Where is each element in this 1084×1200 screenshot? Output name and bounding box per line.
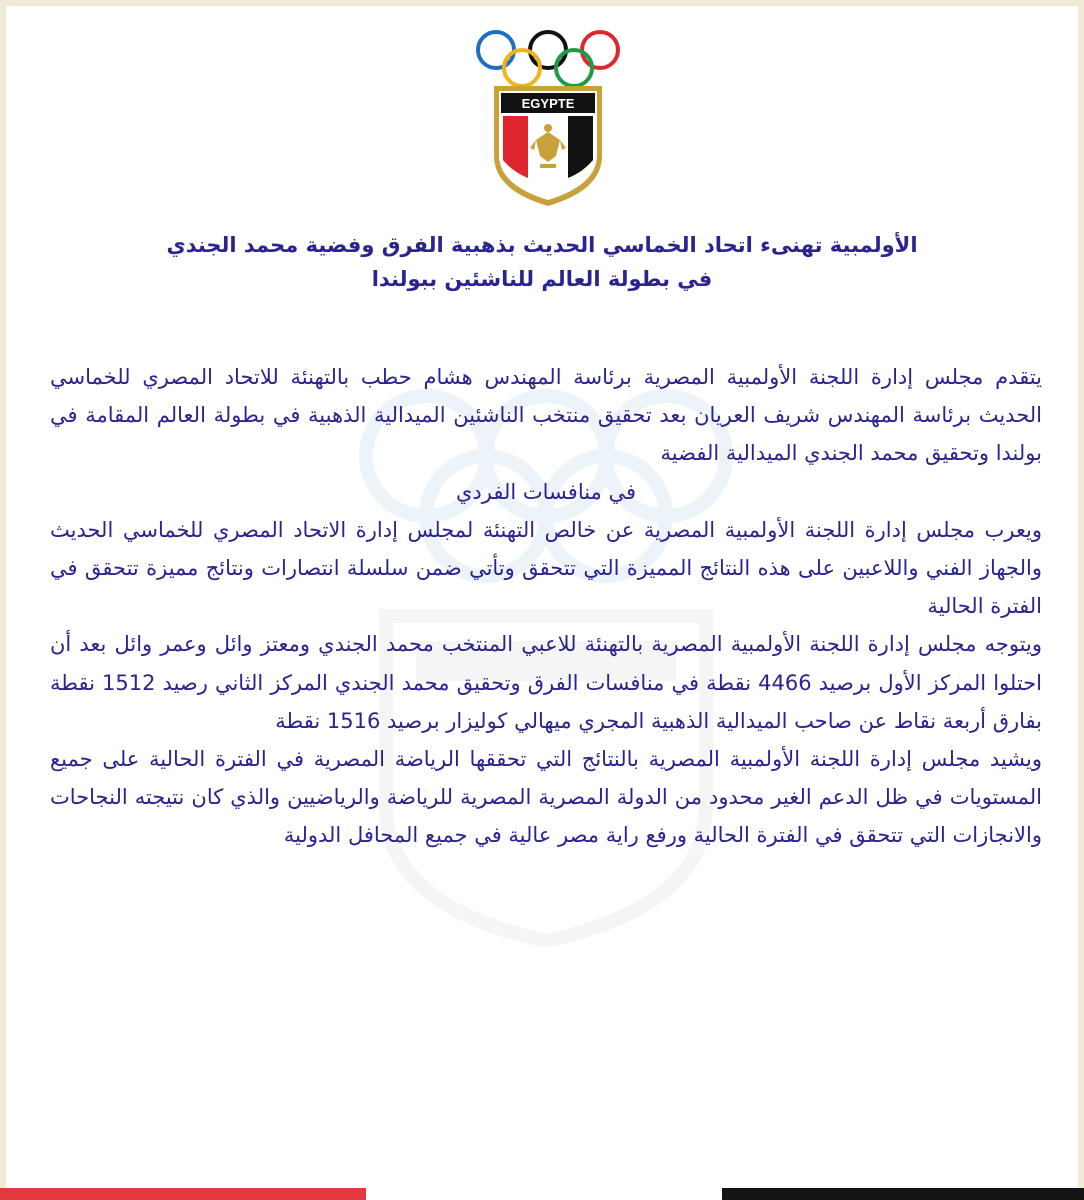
title-line-2: في بطولة العالم للناشئين ببولندا <box>371 267 713 291</box>
paragraph-1: يتقدم مجلس إدارة اللجنة الأولمبية المصرية برئاسة المهندس هشام حطب بالتهنئة للاتحاد المصري للخماسي الحديث برئاسة المهندس شريف العريان بعد تحقيق منتخب الناشئين الميدالية الذهبية في بطولة العالم المقامة في بولندا وتحقيق محمد الجندي الميدالية الفضية <box>50 365 1042 466</box>
black-footer-bar <box>722 1188 1084 1200</box>
paragraph-1-end: في منافسات الفردي <box>455 479 637 504</box>
title-line-1: الأولمبية تهنىء اتحاد الخماسي الحديث بذهبية الفرق وفضية محمد الجندي <box>166 233 918 257</box>
article-body <box>50 358 1042 855</box>
red-footer-bar <box>0 1188 366 1200</box>
paragraph-3: ويتوجه مجلس إدارة اللجنة الأولمبية المصرية بالتهنئة للاعبي المنتخب محمد الجندي ومعتز وائل وعمر وائل بعد أن احتلوا المركز الأول برصيد 4466 نقطة في منافسات الفرق وتحقيق محمد الجندي المركز الثاني رصيد 1512 نقطة بفارق أربعة نقاط عن صاحب الميدالية الذهبية المجري ميهالي كوليزار برصيد 1516 نقطة <box>50 632 1042 733</box>
paragraph-2: ويعرب مجلس إدارة اللجنة الأولمبية المصرية عن خالص التهنئة لمجلس إدارة الاتحاد المصري للخماسي الحديث والجهاز الفني واللاعبين على هذه النتائج المميزة التي تتحقق وتأتي ضمن سلسلة انتصارات ونتائج مميزة تتحقق في الفترة الحالية <box>50 517 1042 619</box>
egypt-olympic-logo <box>468 28 628 208</box>
paragraph-4: ويشيد مجلس إدارة اللجنة الأولمبية المصرية بالنتائج التي تحققها الرياضة المصرية في الفترة الحالية على جميع المستويات في ظل الدعم الغير محدود من الدولة المصرية المصرية للرياضة والرياضيين والذي كان نتيجته النجاحات والانجازات التي تتحقق في الفترة الحالية ورفع راية مصر عالية في جميع المحافل الدولية <box>50 747 1042 848</box>
logo-label: EGYPTE <box>521 96 575 111</box>
page-title <box>66 228 1018 296</box>
